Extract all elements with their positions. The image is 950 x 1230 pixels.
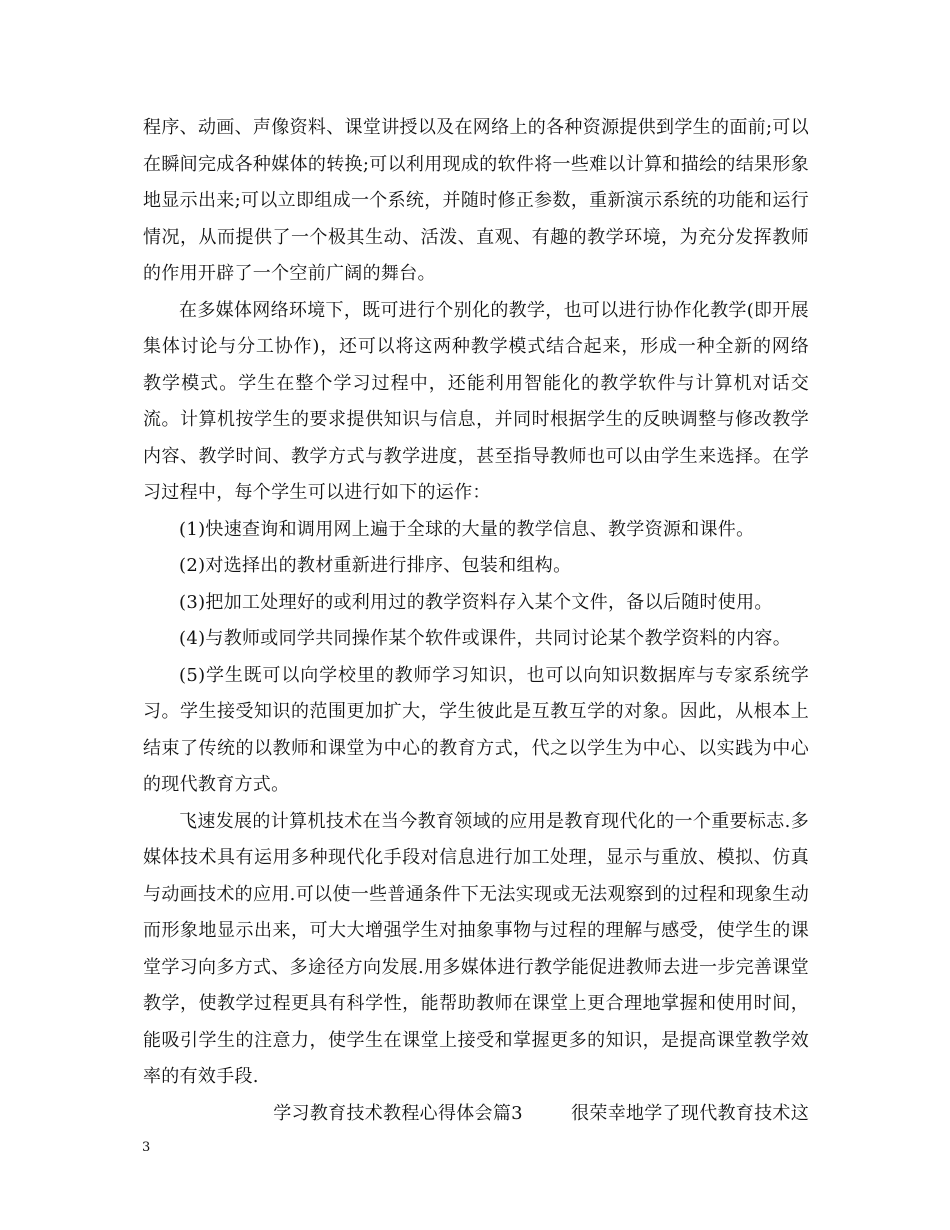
section-heading: 学习教育技术教程心得体会篇3 [273,1102,523,1124]
list-item-1: (1)快速查询和调用网上遍于全球的大量的教学信息、教学资源和课件。 [179,518,755,540]
list-item-4: (4)与教师或同学共同操作某个软件或课件，共同讨论某个教学资料的内容。 [179,628,791,649]
paragraph-2: 在多媒体网络环境下，既可进行个别化的教学，也可以进行协作化教学(即开展集体讨论与分工协作)，还可以将这两种教学模式结合起来，形成一种全新的网络教学模式。学生在整个学习过程中，还能利用智能化的教学软件与计算机对话交流。计算机按学生的要求提供知识与信息，并同时根据学生的反映调整与修改教学内容、教学时间、教学方式与教学进度，甚至指导教师也可以由学生来选择。在学习过程中，每个学生可以进行如下的运作： [143,299,809,503]
paragraph-1: 程序、动画、声像资料、课堂讲授以及在网络上的各种资源提供到学生的面前;可以在瞬间完成各种媒体的转换;可以利用现成的软件将一些难以计算和描绘的结果形象地显示出来;可以立即组成一个系统，并随时修正参数，重新演示系统的功能和运行情况，从而提供了一个极其生动、活泼、直观、有趣的教学环境，为充分发挥教师的作用开辟了一个空前广阔的舞台。 [143,117,809,284]
heading-continuation: 很荣幸地学了现代教育技术这 [571,1102,809,1124]
paragraph-3: 飞速发展的计算机技术在当今教育领域的应用是教育现代化的一个重要标志.多媒体技术具有运用多种现代化手段对信息进行加工处理，显示与重放、模拟、仿真与动画技术的应用.可以使一些普通条件下无法实现或无法观察到的过程和现象生动而形象地显示出来，可大大增强学生对抽象事物与过程的理解与感受，使学生的课堂学习向多方式、多途径方向发展.用多媒体进行教学能促进教师去进一步完善课堂教学，使教学过程更具有科学性，能帮助教师在课堂上更合理地掌握和使用时间，能吸引学生的注意力，使学生在课堂上接受和掌握更多的知识，是提高课堂教学效率的有效手段. [143,810,809,1087]
list-item-2: (2)对选择出的教材重新进行排序、包装和组构。 [179,555,572,576]
section-heading-line [143,1096,809,1133]
list-item-5: (5)学生既可以向学校里的教师学习知识，也可以向知识数据库与专家系统学习。学生接受知识的范围更加扩大，学生彼此是互教互学的对象。因此，从根本上结束了传统的以教师和课堂为中心的教育方式，代之以学生为中心、以实践为中心的现代教育方式。 [143,664,809,795]
page-number: 3 [142,1140,151,1155]
list-item-3: (3)把加工处理好的或利用过的教学资料存入某个文件，备以后随时使用。 [179,591,773,613]
body-text [143,110,809,1132]
